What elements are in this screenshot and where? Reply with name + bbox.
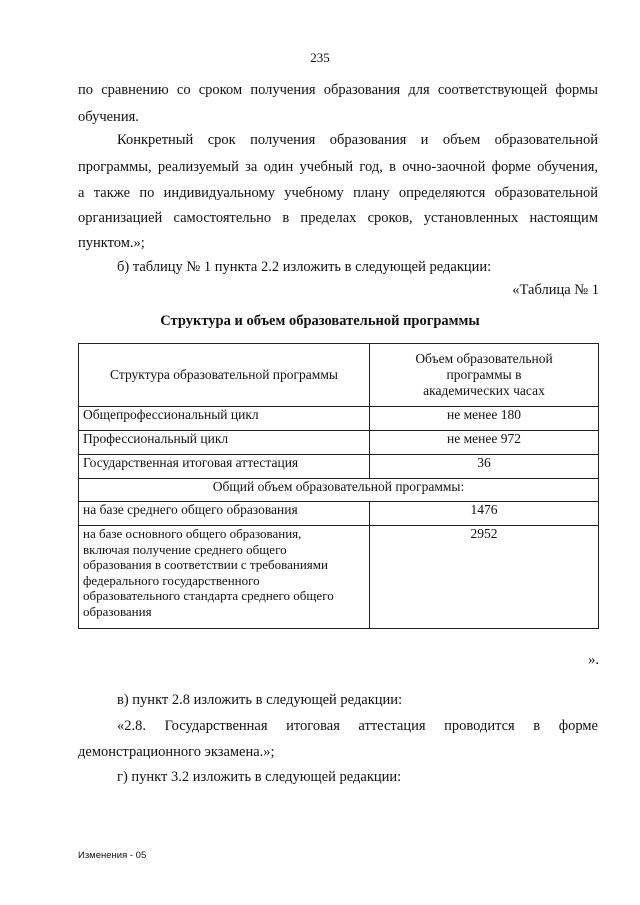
page-number: 235: [310, 50, 330, 65]
row-label-line: федерального государственного: [83, 572, 260, 588]
row-label: Общепрофессиональный цикл: [79, 407, 370, 431]
program-table: [78, 343, 599, 629]
header-volume-line: программы в: [446, 367, 522, 382]
table-header-row: [79, 344, 599, 407]
header-volume-line: Объем образовательной: [415, 351, 553, 366]
item-v: в) пункт 2.8 изложить в следующей редакции:: [117, 692, 403, 708]
row-value: не менее 180: [370, 407, 599, 431]
header-volume-line: академических часах: [423, 383, 545, 398]
header-volume: [370, 344, 599, 407]
paragraph-line: обучения.: [78, 109, 139, 125]
item-g: г) пункт 3.2 изложить в следующей редакции:: [117, 769, 402, 785]
total-volume-heading: Общий объем образовательной программы:: [79, 479, 599, 502]
paragraph-line: по сравнению со сроком получения образования для соответствующей формы: [78, 82, 598, 98]
row-label: [79, 526, 370, 629]
table-row: [79, 526, 599, 629]
table-label: «Таблица № 1: [512, 282, 599, 298]
table-row: [79, 455, 599, 479]
paragraph-line: организацией самостоятельно в пределах сроков, установленных настоящим: [78, 210, 598, 226]
row-label-line: образовательного стандарта среднего общего: [83, 588, 334, 603]
quote-line: «2.8. Государственная итоговая аттестация проводится в форме: [117, 718, 598, 734]
table-title: Структура и объем образовательной программы: [160, 313, 480, 329]
row-label-line: образования: [83, 603, 152, 619]
table-row: [79, 407, 599, 431]
paragraph-line: пунктом.»;: [78, 235, 145, 251]
paragraph-line: программы, реализуемый за один учебный год, в очно-заочной форме обучения,: [78, 159, 598, 175]
footer-note: Изменения - 05: [78, 850, 147, 861]
row-value: 2952: [370, 526, 599, 629]
paragraph-line: Конкретный срок получения образования и объем образовательной: [117, 132, 598, 148]
row-label-line: включая получение среднего общего: [83, 541, 287, 557]
table-row: [79, 431, 599, 455]
table-close-quote: ».: [588, 652, 599, 668]
item-b: б) таблицу № 1 пункта 2.2 изложить в следующей редакции:: [117, 259, 492, 275]
row-value: 1476: [370, 502, 599, 526]
row-value: 36: [370, 455, 599, 479]
row-value: не менее 972: [370, 431, 599, 455]
row-label-line: на базе основного общего образования,: [83, 526, 302, 541]
row-label-line: образования в соответствии с требованиями: [83, 557, 328, 572]
table-span-row: [79, 479, 599, 502]
row-label: на базе среднего общего образования: [79, 502, 370, 526]
paragraph-line: а также по индивидуальному учебному плану определяются образовательной: [78, 185, 598, 201]
table-row: [79, 502, 599, 526]
quote-line: демонстрационного экзамена.»;: [78, 744, 275, 760]
row-label: Государственная итоговая аттестация: [79, 455, 370, 479]
row-label: Профессиональный цикл: [79, 431, 370, 455]
header-structure: Структура образовательной программы: [79, 344, 370, 407]
